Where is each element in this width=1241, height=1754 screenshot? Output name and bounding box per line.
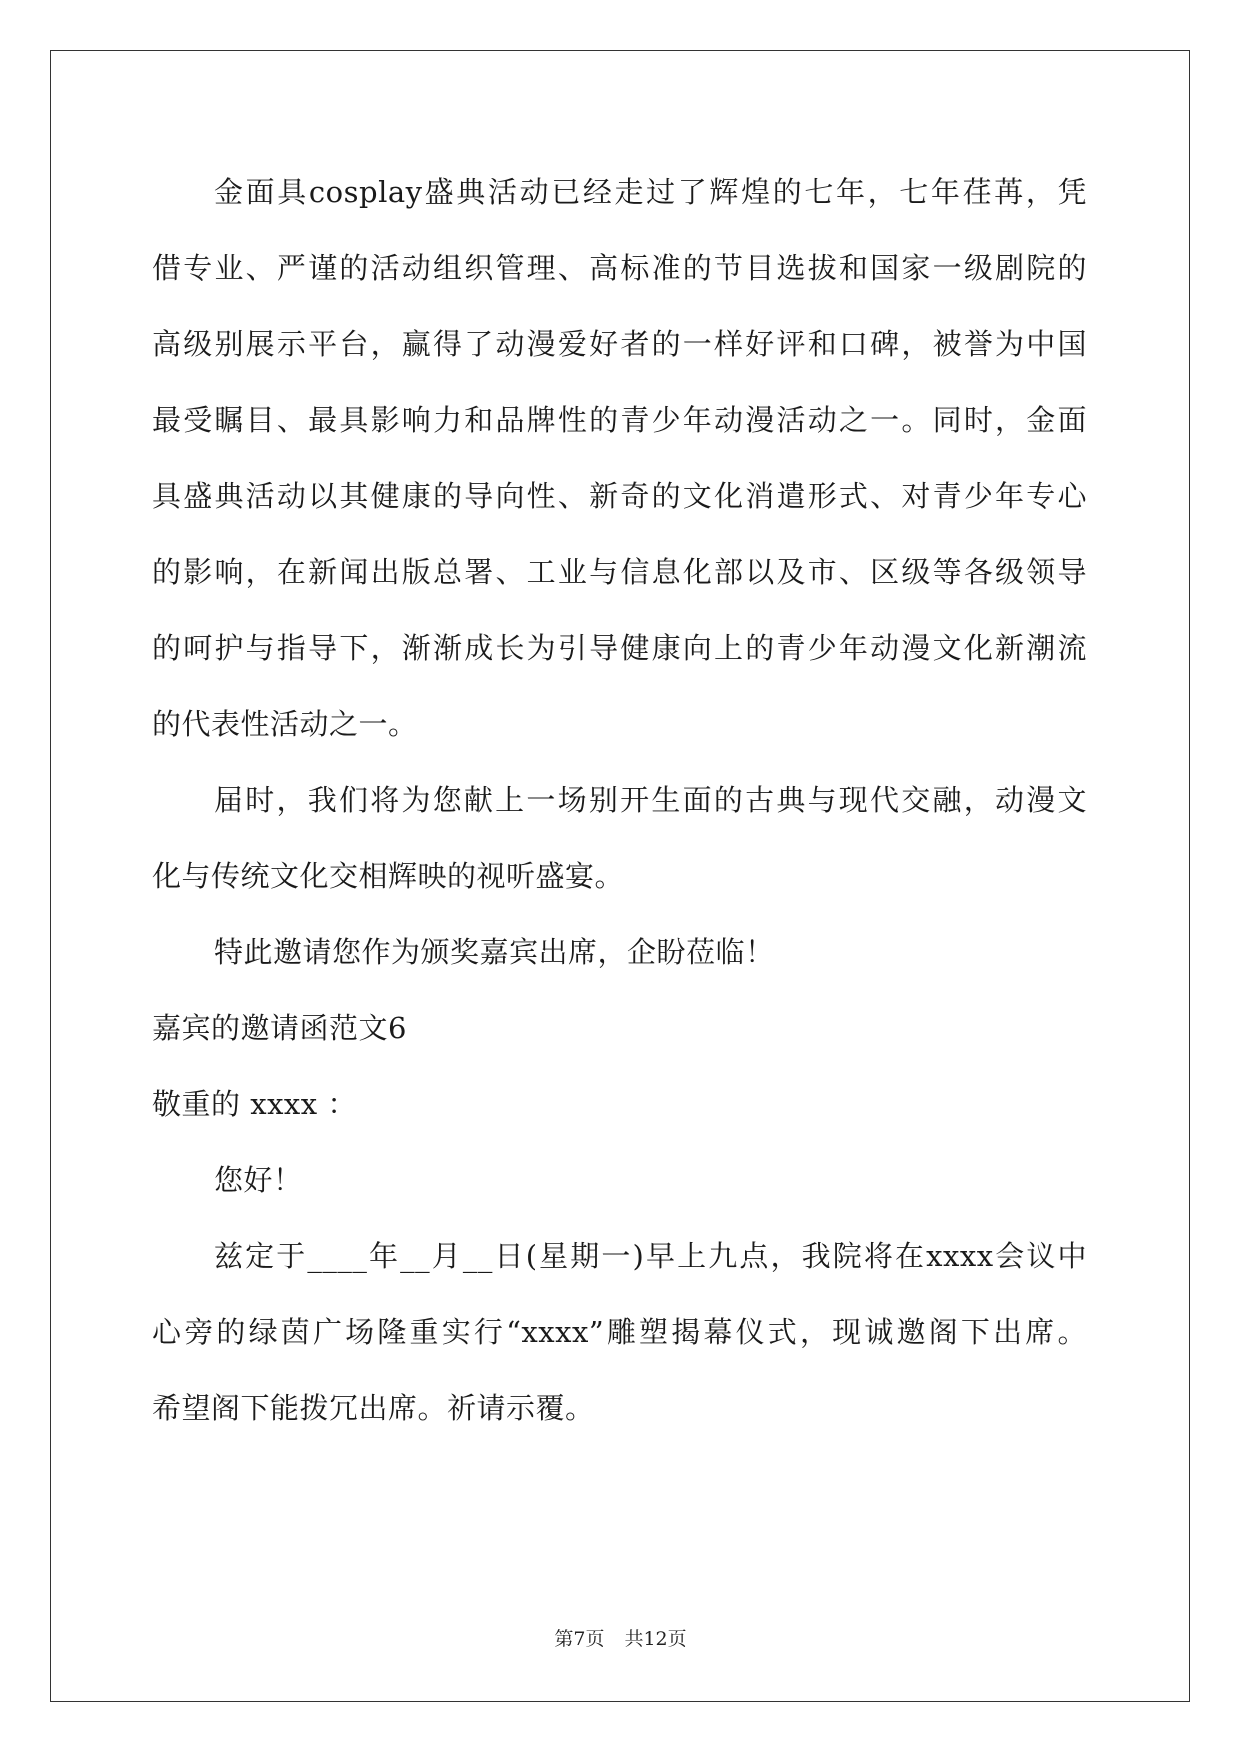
paragraph-line: 的代表性活动之一。 — [152, 707, 418, 741]
paragraph-line: 特此邀请您作为颁奖嘉宾出席，企盼莅临！ — [214, 935, 775, 969]
paragraph-line: 具盛典活动以其健康的导向性、新奇的文化消遣形式、对青少年专心 — [152, 479, 1087, 513]
page-number: 第7页 — [554, 1628, 605, 1650]
paragraph-line: 心旁的绿茵广场隆重实行“xxxx”雕塑揭幕仪式，现诚邀阁下出席。 — [152, 1315, 1087, 1349]
section-heading: 嘉宾的邀请函范文6 — [152, 1011, 407, 1045]
paragraph-line: 届时，我们将为您献上一场别开生面的古典与现代交融，动漫文 — [214, 783, 1087, 817]
greeting: 您好！ — [214, 1163, 303, 1197]
page-total: 共12页 — [624, 1628, 687, 1650]
paragraph-line: 最受瞩目、最具影响力和品牌性的青少年动漫活动之一。同时，金面 — [152, 403, 1087, 437]
paragraph-line: 的影响，在新闻出版总署、工业与信息化部以及市、区级等各级领导 — [152, 555, 1087, 589]
paragraph-line: 借专业、严谨的活动组织管理、高标准的节目选拔和国家一级剧院的 — [152, 251, 1087, 285]
page-footer — [0, 1624, 1241, 1651]
salutation: 敬重的 xxxx ： — [152, 1087, 357, 1121]
paragraph-line: 化与传统文化交相辉映的视听盛宴。 — [152, 859, 625, 893]
paragraph-line: 希望阁下能拨冗出席。祈请示覆。 — [152, 1391, 595, 1425]
document-body — [152, 162, 1087, 1454]
paragraph-line: 兹定于____年__月__日(星期一)早上九点，我院将在xxxx会议中 — [214, 1239, 1087, 1273]
paragraph-line: 金面具cosplay盛典活动已经走过了辉煌的七年，七年荏苒，凭 — [214, 175, 1087, 209]
paragraph-line: 高级别展示平台，赢得了动漫爱好者的一样好评和口碑，被誉为中国 — [152, 327, 1087, 361]
paragraph-line: 的呵护与指导下，渐渐成长为引导健康向上的青少年动漫文化新潮流 — [152, 631, 1087, 665]
